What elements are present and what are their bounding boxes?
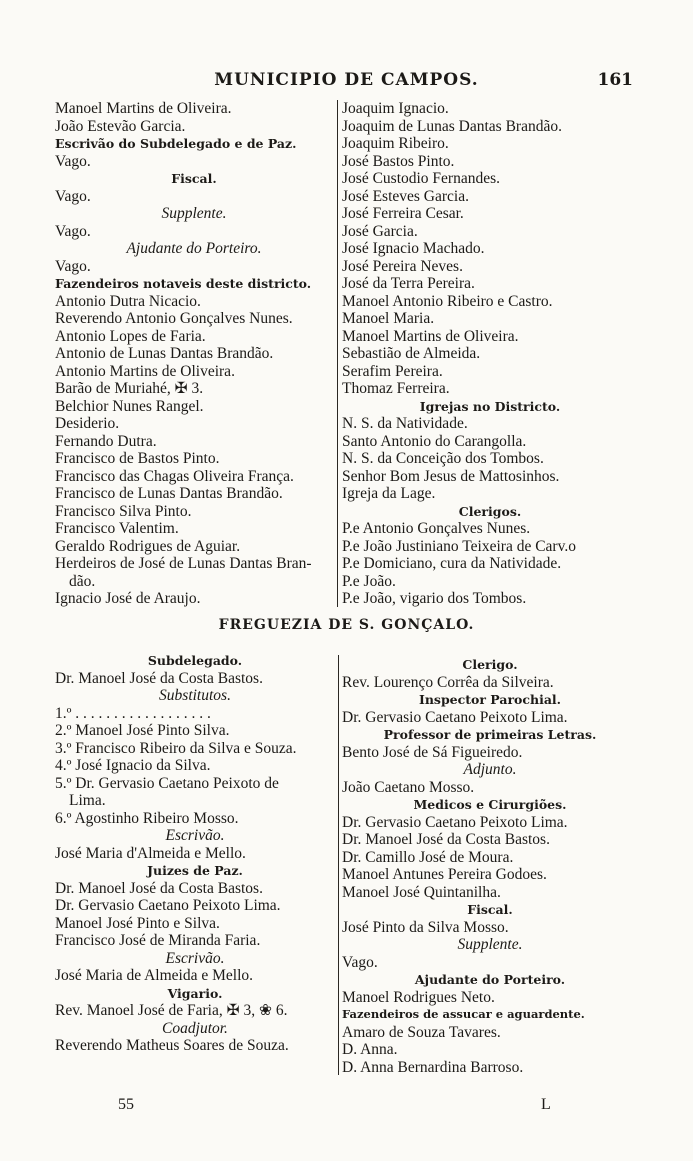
section-subheading: Supplente. <box>161 205 227 222</box>
section-heading: Fiscal. <box>171 171 217 186</box>
list-item: João Estevão Garcia. <box>55 117 186 135</box>
section-heading: Igrejas no Districto. <box>419 398 561 414</box>
list-item: 2.º Manoel José Pinto Silva. <box>55 722 230 739</box>
list-item: José Pereira Neves. <box>342 257 463 275</box>
column-divider <box>338 655 339 1075</box>
list-item: Manoel Martins de Oliveira. <box>342 327 519 345</box>
list-item: Manoel Martins de Oliveira. <box>55 100 232 117</box>
list-item: José Custodio Fernandes. <box>342 170 501 187</box>
list-item: Manoel Antunes Pereira Godoes. <box>342 866 547 883</box>
section-heading: Subdelegado. <box>147 653 243 668</box>
section-heading: Fazendeiros de assucar e aguardente. <box>342 1007 585 1021</box>
list-item: José Garcia. <box>342 222 418 240</box>
section-heading: Medicos e Cirurgiões. <box>413 797 567 812</box>
section-subheading: Coadjutor. <box>162 1019 228 1037</box>
list-item: Antonio Lopes de Faria. <box>55 327 206 345</box>
list-item: Fernando Dutra. <box>55 432 157 450</box>
list-item: Dr. Gervasio Caetano Peixoto Lima. <box>342 708 568 726</box>
list-item: Senhor Bom Jesus de Mattosinhos. <box>342 467 560 485</box>
list-item: Dr. Camillo José de Moura. <box>342 848 514 866</box>
list-item: José Maria d'Almeida e Mello. <box>55 844 246 862</box>
list-item: Serafim Pereira. <box>342 362 443 380</box>
list-item: Vago. <box>342 953 378 971</box>
list-item: Joaquim de Lunas Dantas Brandão. <box>342 117 562 135</box>
list-item: José Ignacio Machado. <box>342 240 485 257</box>
list-item: José Ferreira Cesar. <box>342 205 464 222</box>
list-item: Dr. Gervasio Caetano Peixoto Lima. <box>55 897 281 914</box>
section-heading: Professor de primeiras Letras. <box>383 727 597 742</box>
list-item: D. Anna Bernardina Barroso. <box>342 1058 524 1076</box>
list-item: Dr. Manoel José da Costa Bastos. <box>55 669 263 687</box>
list-item: N. S. da Conceição dos Tombos. <box>342 450 544 467</box>
list-item: Rev. Manoel José de Faria, ✠ 3, ❀ 6. <box>55 1002 288 1019</box>
top-left-column <box>55 100 333 608</box>
list-item: P.e João Justiniano Teixeira de Carv.o <box>342 537 576 555</box>
list-item: 6.º Agostinho Ribeiro Mosso. <box>55 809 239 827</box>
list-item: João Caetano Mosso. <box>342 778 475 796</box>
list-item: Manoel Maria. <box>342 310 435 327</box>
section-heading: Vigario. <box>167 985 223 1001</box>
list-item: 1.º . . . . . . . . . . . . . . . . . . <box>55 704 211 722</box>
section-heading: Ajudante do Porteiro. <box>414 972 566 987</box>
list-item: Herdeiros de José de Lunas Dantas Bran- <box>55 555 312 572</box>
list-item: 5.º Dr. Gervasio Caetano Peixoto de <box>55 774 279 792</box>
section-heading: Fiscal. <box>467 902 513 917</box>
section-heading: Escrivão do Subdelegado e de Paz. <box>55 136 297 151</box>
section-heading: Inspector Parochial. <box>418 692 562 707</box>
list-item: P.e Domiciano, cura da Natividade. <box>342 555 562 572</box>
list-item: Amaro de Souza Tavares. <box>342 1023 501 1041</box>
section-heading: Clerigo. <box>462 657 518 672</box>
list-item: Francisco de Bastos Pinto. <box>55 450 220 467</box>
list-item: Vago. <box>55 257 91 275</box>
section-heading: Juizes de Paz. <box>147 863 243 878</box>
list-item: Igreja da Lage. <box>342 485 436 502</box>
list-item: José Bastos Pinto. <box>342 152 455 170</box>
list-item: Geraldo Rodrigues de Aguiar. <box>55 537 241 555</box>
list-item: Manoel Antonio Ribeiro e Castro. <box>342 292 553 310</box>
section-subheading: Substitutos. <box>159 687 231 704</box>
list-item: Francisco das Chagas Oliveira França. <box>55 467 294 485</box>
top-right-column <box>342 100 638 608</box>
list-item: D. Anna. <box>342 1041 398 1058</box>
section-subheading: Escrivão. <box>165 949 225 967</box>
bottom-right-column <box>342 656 638 1076</box>
list-item: Francisco de Lunas Dantas Brandão. <box>55 485 283 502</box>
list-item: dão. <box>69 572 96 590</box>
section-title: FREGUEZIA DE S. GONÇALO. <box>218 617 475 633</box>
section-subheading: Ajudante do Porteiro. <box>126 240 262 257</box>
list-item: Ignacio José de Araujo. <box>55 590 201 607</box>
list-item: Francisco José de Miranda Faria. <box>55 932 261 949</box>
list-item: Joaquim Ribeiro. <box>342 135 449 152</box>
list-item: Manoel Rodrigues Neto. <box>342 988 495 1006</box>
list-item: Barão de Muriahé, ✠ 3. <box>55 380 204 397</box>
list-item: José Maria de Almeida e Mello. <box>55 967 254 984</box>
page-header-title: MUNICIPIO DE CAMPOS. <box>214 70 479 90</box>
list-item: Lima. <box>69 792 106 809</box>
column-divider <box>337 100 338 607</box>
list-item: Vago. <box>55 152 91 170</box>
list-item: Dr. Gervasio Caetano Peixoto Lima. <box>342 813 568 831</box>
list-item: Antonio de Lunas Dantas Brandão. <box>55 345 274 362</box>
list-item: Manoel José Quintanilha. <box>342 883 501 901</box>
list-item: Desiderio. <box>55 415 120 432</box>
list-item: Santo Antonio do Carangolla. <box>342 432 527 450</box>
list-item: José Pinto da Silva Mosso. <box>342 918 509 936</box>
bottom-left-column <box>55 652 335 1055</box>
list-item: Dr. Manoel José da Costa Bastos. <box>55 879 263 897</box>
section-heading: Fazendeiros notaveis deste districto. <box>55 276 312 291</box>
signature-letter: L <box>541 1096 551 1113</box>
list-item: P.e João, vigario dos Tombos. <box>342 590 527 607</box>
list-item: 4.º José Ignacio da Silva. <box>55 757 211 774</box>
list-item: Belchior Nunes Rangel. <box>55 397 204 415</box>
list-item: Francisco Valentim. <box>55 520 179 537</box>
list-item: Dr. Manoel José da Costa Bastos. <box>342 831 550 848</box>
section-subheading: Escrivão. <box>165 827 225 844</box>
list-item: Vago. <box>55 187 91 205</box>
list-item: Reverendo Antonio Gonçalves Nunes. <box>55 310 293 327</box>
list-item: José Esteves Garcia. <box>342 187 469 205</box>
list-item: Rev. Lourenço Corrêa da Silveira. <box>342 673 554 691</box>
list-item: Francisco Silva Pinto. <box>55 502 192 520</box>
list-item: 3.º Francisco Ribeiro da Silva e Souza. <box>55 739 297 757</box>
list-item: P.e Antonio Gonçalves Nunes. <box>342 520 531 537</box>
list-item: Reverendo Matheus Soares de Souza. <box>55 1037 289 1054</box>
list-item: Joaquim Ignacio. <box>342 100 449 117</box>
list-item: Sebastião de Almeida. <box>342 345 481 362</box>
section-heading: Clerigos. <box>458 503 522 519</box>
list-item: Antonio Martins de Oliveira. <box>55 362 235 380</box>
signature-mark: 55 <box>118 1096 134 1113</box>
list-item: Thomaz Ferreira. <box>342 380 450 397</box>
list-item: P.e João. <box>342 572 396 590</box>
section-subheading: Supplente. <box>457 936 523 953</box>
section-subheading: Adjunto. <box>463 761 517 778</box>
list-item: José da Terra Pereira. <box>342 275 475 292</box>
list-item: Vago. <box>55 222 91 240</box>
list-item: Manoel José Pinto e Silva. <box>55 914 220 932</box>
list-item: Antonio Dutra Nicacio. <box>55 292 201 310</box>
list-item: Bento José de Sá Figueiredo. <box>342 743 523 761</box>
list-item: N. S. da Natividade. <box>342 415 468 432</box>
page-number: 161 <box>597 70 633 90</box>
